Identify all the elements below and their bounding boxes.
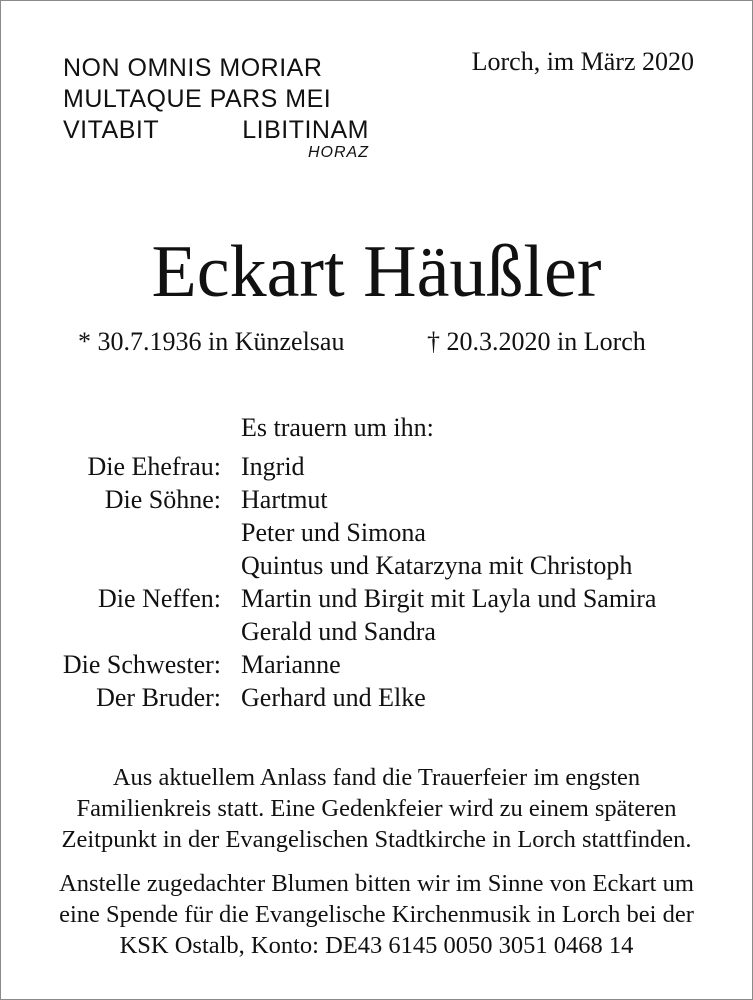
motto-line (63, 115, 369, 146)
motto-word: VITABIT (63, 116, 160, 144)
relation-label: Die Söhne: (104, 485, 221, 514)
donation-paragraph (11, 868, 742, 961)
paragraph-line: eine Spende für die Evangelische Kirchenmusik in Lorch bei der (59, 901, 694, 928)
motto-line: MULTAQUE PARS MEI (63, 85, 332, 113)
mourner-names: Martin und Birgit mit Layla und Samira (241, 584, 657, 613)
mourners-intro: Es trauern um ihn: (241, 413, 434, 442)
funeral-info-paragraph (11, 762, 742, 855)
motto-line: NON OMNIS MORIAR (63, 54, 323, 82)
mourner-row (1, 483, 753, 516)
motto-word: LIBITINAM (242, 116, 369, 144)
relation-label: Der Bruder: (96, 683, 221, 712)
mourner-row (1, 582, 753, 615)
paragraph-line: Anstelle zugedachter Blumen bitten wir im Sinne von Eckart um (59, 870, 694, 897)
relation-label: Die Neffen: (98, 584, 221, 613)
place-and-date: Lorch, im März 2020 (471, 47, 694, 76)
relation-label (1, 516, 221, 549)
relation-label: Die Schwester: (62, 650, 221, 679)
mourner-names: Gerald und Sandra (241, 617, 436, 646)
mourner-names: Marianne (241, 650, 341, 679)
mourner-names: Hartmut (241, 485, 328, 514)
mourner-row (1, 615, 753, 648)
mourners-list (1, 411, 753, 714)
mourner-row (1, 681, 753, 714)
mourner-row (1, 450, 753, 483)
paragraph-line: Zeitpunkt in der Evangelischen Stadtkirche in Lorch stattfinden. (61, 826, 692, 853)
mourner-names: Gerhard und Elke (241, 683, 426, 712)
paragraph-line: Familienkreis statt. Eine Gedenkfeier wird zu einem späteren (76, 795, 677, 822)
mourner-names: Peter und Simona (241, 518, 426, 547)
latin-motto (63, 53, 369, 162)
relation-label (1, 615, 221, 648)
paragraph-line: Aus aktuellem Anlass fand die Trauerfeier im engsten (112, 764, 641, 791)
deceased-name: Eckart Häußler (151, 231, 602, 313)
mourner-row (1, 516, 753, 549)
birth-date: * 30.7.1936 in Künzelsau (78, 327, 345, 356)
relation-label: Die Ehefrau: (87, 452, 221, 481)
mourner-names: Quintus und Katarzyna mit Christoph (241, 551, 633, 580)
death-date: † 20.3.2020 in Lorch (427, 327, 646, 356)
mourner-names: Ingrid (241, 452, 305, 481)
mourner-row (1, 549, 753, 582)
paragraph-line: KSK Ostalb, Konto: DE43 6145 0050 3051 0468 14 (119, 932, 634, 959)
mourner-row (1, 648, 753, 681)
motto-author: HORAZ (308, 144, 369, 161)
relation-label (1, 549, 221, 582)
